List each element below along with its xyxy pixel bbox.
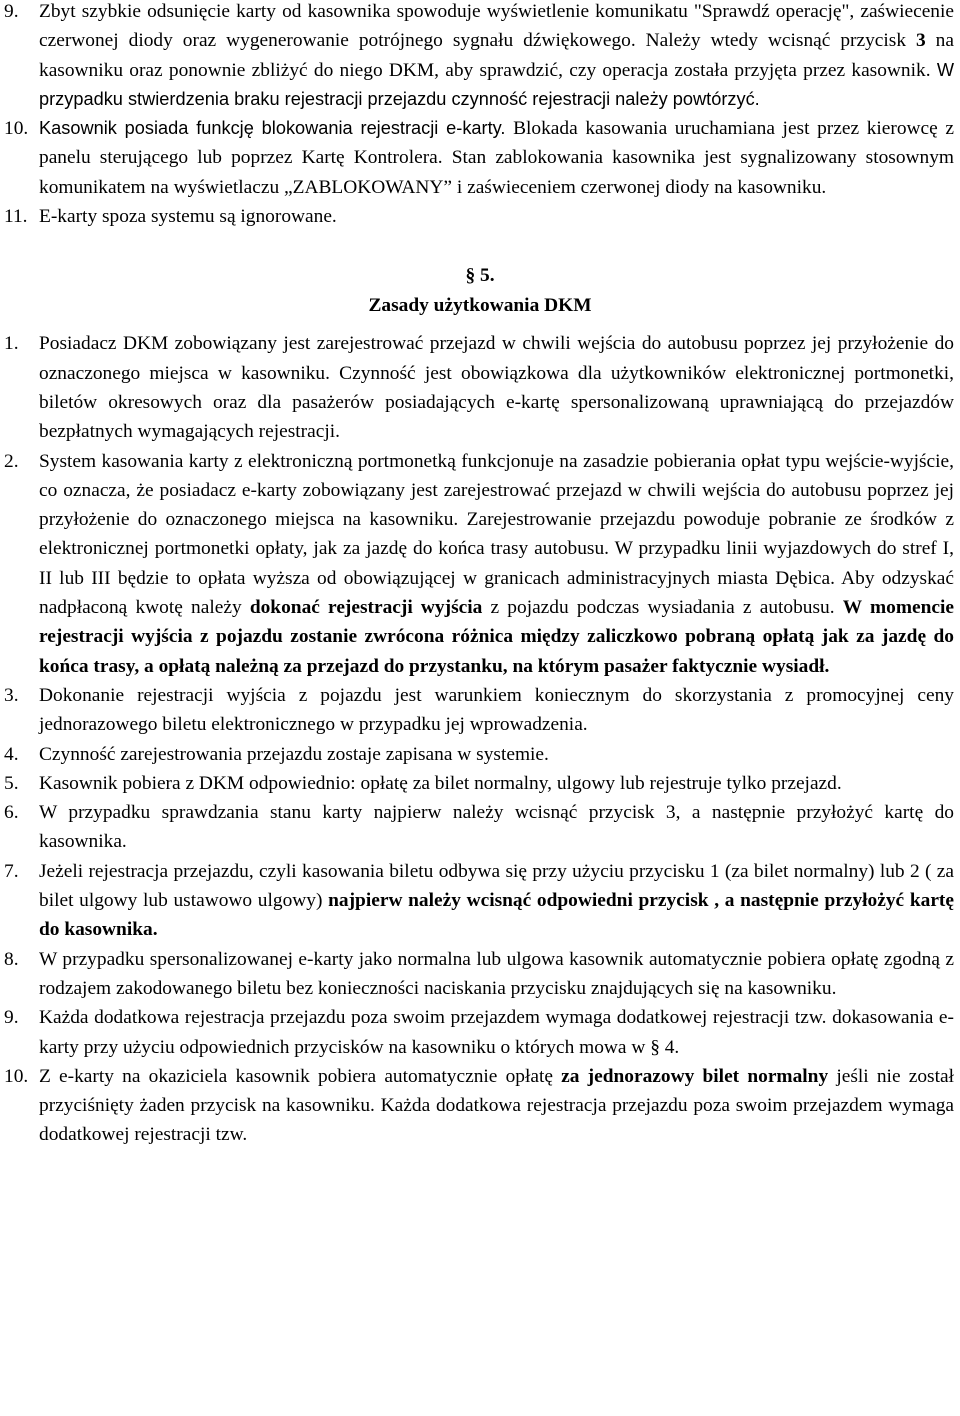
list-item — [0, 945, 960, 1004]
text-run: Dokonanie rejestracji wyjścia z pojazdu jest warunkiem koniecznym do skorzystania z promocyjnej ceny jednorazowego biletu elektronicznego w przypadku jej wprowadzenia. — [39, 684, 954, 736]
list-item-text — [39, 773, 842, 794]
list-item-text — [39, 1007, 954, 1057]
list-item — [0, 681, 960, 740]
list-item — [0, 857, 960, 945]
list-item-number: 3. — [4, 684, 19, 706]
list-item — [0, 740, 960, 769]
section-number: § 5. — [465, 265, 495, 287]
list-item-text — [39, 333, 954, 442]
list-item — [0, 1003, 960, 1062]
list-item-number: 10. — [4, 118, 29, 140]
list-item-number: 9. — [4, 1, 19, 22]
list-item — [0, 114, 960, 202]
text-run: W przypadku stwierdzenia braku rejestracji przejazdu czynność rejestracji należy powtórzyć. — [39, 59, 954, 109]
list-item-text — [39, 744, 549, 765]
list-item-number: 5. — [4, 772, 19, 794]
text-run: Kasownik posiada funkcję blokowania rejestracji e-karty. — [39, 118, 506, 139]
text-run: W przypadku sprawdzania stanu karty najpierw należy wcisnąć przycisk 3, a następnie przyłożyć kartę do kasownika. — [39, 802, 954, 853]
list-item — [0, 0, 960, 114]
text-run: z pojazdu podczas wysiadania z autobusu. — [482, 597, 843, 619]
text-run: Jeżeli rejestracja przejazdu, czyli kasowania biletu odbywa się przy użyciu przycisku 1 (za bilet normalny) lub 2 ( za bilet ulgowy lub ustawowo ulgowy) — [39, 860, 954, 912]
list-item-number: 4. — [4, 743, 19, 765]
list-item-number: 11. — [4, 206, 28, 228]
list-item-text — [39, 685, 954, 735]
bold-text-run: W momencie rejestracji wyjścia z pojazdu zostanie zwrócona różnica między zaliczkowo pobraną opłatą jak za jazdę do końca trasy, a opłatą należną za przejazd do przystanku, na którym pasażer faktycznie wysiadł. — [39, 597, 954, 677]
list-item-number: 6. — [4, 802, 19, 824]
list-item-text — [39, 1, 954, 110]
section-title: Zasady użytkowania DKM — [368, 295, 592, 317]
text-run: E-karty spoza systemu są ignorowane. — [39, 206, 337, 228]
list-item — [0, 1062, 960, 1150]
list-item-text — [39, 1066, 954, 1146]
list-item-text — [39, 949, 954, 999]
bold-text-run: 3 — [916, 30, 926, 52]
list-item-number: 2. — [4, 450, 19, 472]
usage-rules-list — [0, 329, 960, 1149]
text-run: Posiadacz DKM zobowiązany jest zarejestrować przejazd w chwili wejścia do autobusu poprzez jej przyłożenie do oznaczonego miejsca w kasowniku. Czynność jest obowiązkowa dla użytkowników elektronicznej portmonetki, biletów okresowych oraz dla pasażerów posiadających e-kartę spersonalizowaną uprawniającą do przejazdów bezpłatnych wymagających rejestracji. — [39, 333, 954, 443]
text-run: na kasowniku oraz ponownie zbliżyć do niego DKM, aby sprawdzić, czy operacja została przyjęta przez kasownik. — [39, 30, 954, 81]
text-run: Kasownik pobiera z DKM odpowiednio: opłatę za bilet normalny, ulgowy lub rejestruje tylko przejazd. — [39, 772, 842, 794]
list-item — [0, 769, 960, 798]
text-run: System kasowania karty z elektroniczną portmonetką funkcjonuje na zasadzie pobierania opłat typu wejście-wyjście, co oznacza, że posiadacz e-karty zobowiązany jest zarejestrować przejazd w chwili wejścia do autobusu poprzez jej przyłożenie do oznaczonego miejsca na kasowniku. Zarejestrowanie przejazdu powoduje pobranie ze środków z elektronicznej portmonetki opłaty, jak za jazdę do końca trasy autobusu. W przypadku linii wyjazdowych do stref I, II lub III będzie to opłata wyższa od obowiązującej w granicach administracyjnych miasta Dębica. Aby odzyskać nadpłaconą kwotę należy — [39, 450, 954, 619]
list-item-text — [39, 861, 954, 941]
text-run: Blokada kasowania uruchamiana jest przez kierowcę z panelu sterującego lub poprzez Kartę Kontrolera. Stan zablokowania kasownika jest sygnalizowany stosownym komunikatem na wyświetlaczu „ZABLOKOWANY” i zaświeceniem czerwonej diody na kasowniku. — [39, 118, 955, 198]
list-item-text — [39, 206, 337, 227]
list-item-text — [39, 451, 954, 677]
text-run: jeśli nie został przyciśnięty żaden przycisk na kasowniku. Każda dodatkowa rejestracja przejazdu poza swoim przejazdem wymaga dodatkowej rejestracji tzw. — [39, 1065, 954, 1146]
list-item — [0, 329, 960, 446]
list-item-text — [39, 118, 954, 198]
list-item-number: 7. — [4, 860, 19, 882]
text-run: Każda dodatkowa rejestracja przejazdu poza swoim przejazdem wymaga dodatkowej rejestracji tzw. dokasowania e-karty przy użyciu odpowiednich przycisków na kasowniku o których mowa w § 4. — [39, 1007, 954, 1058]
list-item — [0, 202, 960, 231]
text-run: Z e-karty na okaziciela kasownik pobiera automatycznie opłatę — [39, 1065, 562, 1087]
text-run: Czynność zarejestrowania przejazdu zostaje zapisana w systemie. — [39, 743, 549, 765]
list-item-number: 8. — [4, 948, 19, 970]
rules-list-continued — [0, 0, 960, 231]
list-item-number: 9. — [4, 1007, 19, 1029]
text-run: W przypadku spersonalizowanej e-karty jako normalna lub ulgowa kasownik automatycznie pobiera opłatę zgodną z rodzajem zakodowanego biletu bez konieczności naciskania przycisku znajdujących się na kasowniku. — [39, 948, 954, 999]
list-item — [0, 798, 960, 857]
list-item-number: 10. — [4, 1065, 29, 1087]
bold-text-run: najpierw należy wcisnąć odpowiedni przycisk , a następnie przyłożyć kartę do kasownika. — [39, 890, 954, 941]
bold-text-run: za jednorazowy bilet normalny — [561, 1065, 829, 1087]
list-item-number: 1. — [4, 333, 19, 355]
list-item-text — [39, 802, 954, 852]
bold-text-run: dokonać rejestracji wyjścia — [249, 597, 483, 619]
section-heading — [0, 261, 960, 321]
list-item — [0, 447, 960, 681]
text-run: Zbyt szybkie odsunięcie karty od kasownika spowoduje wyświetlenie komunikatu "Sprawdź operację", zaświecenie czerwonej diody oraz wygenerowanie potrójnego sygnału dźwiękowego. Należy wtedy wcisnąć przycisk — [39, 1, 954, 52]
